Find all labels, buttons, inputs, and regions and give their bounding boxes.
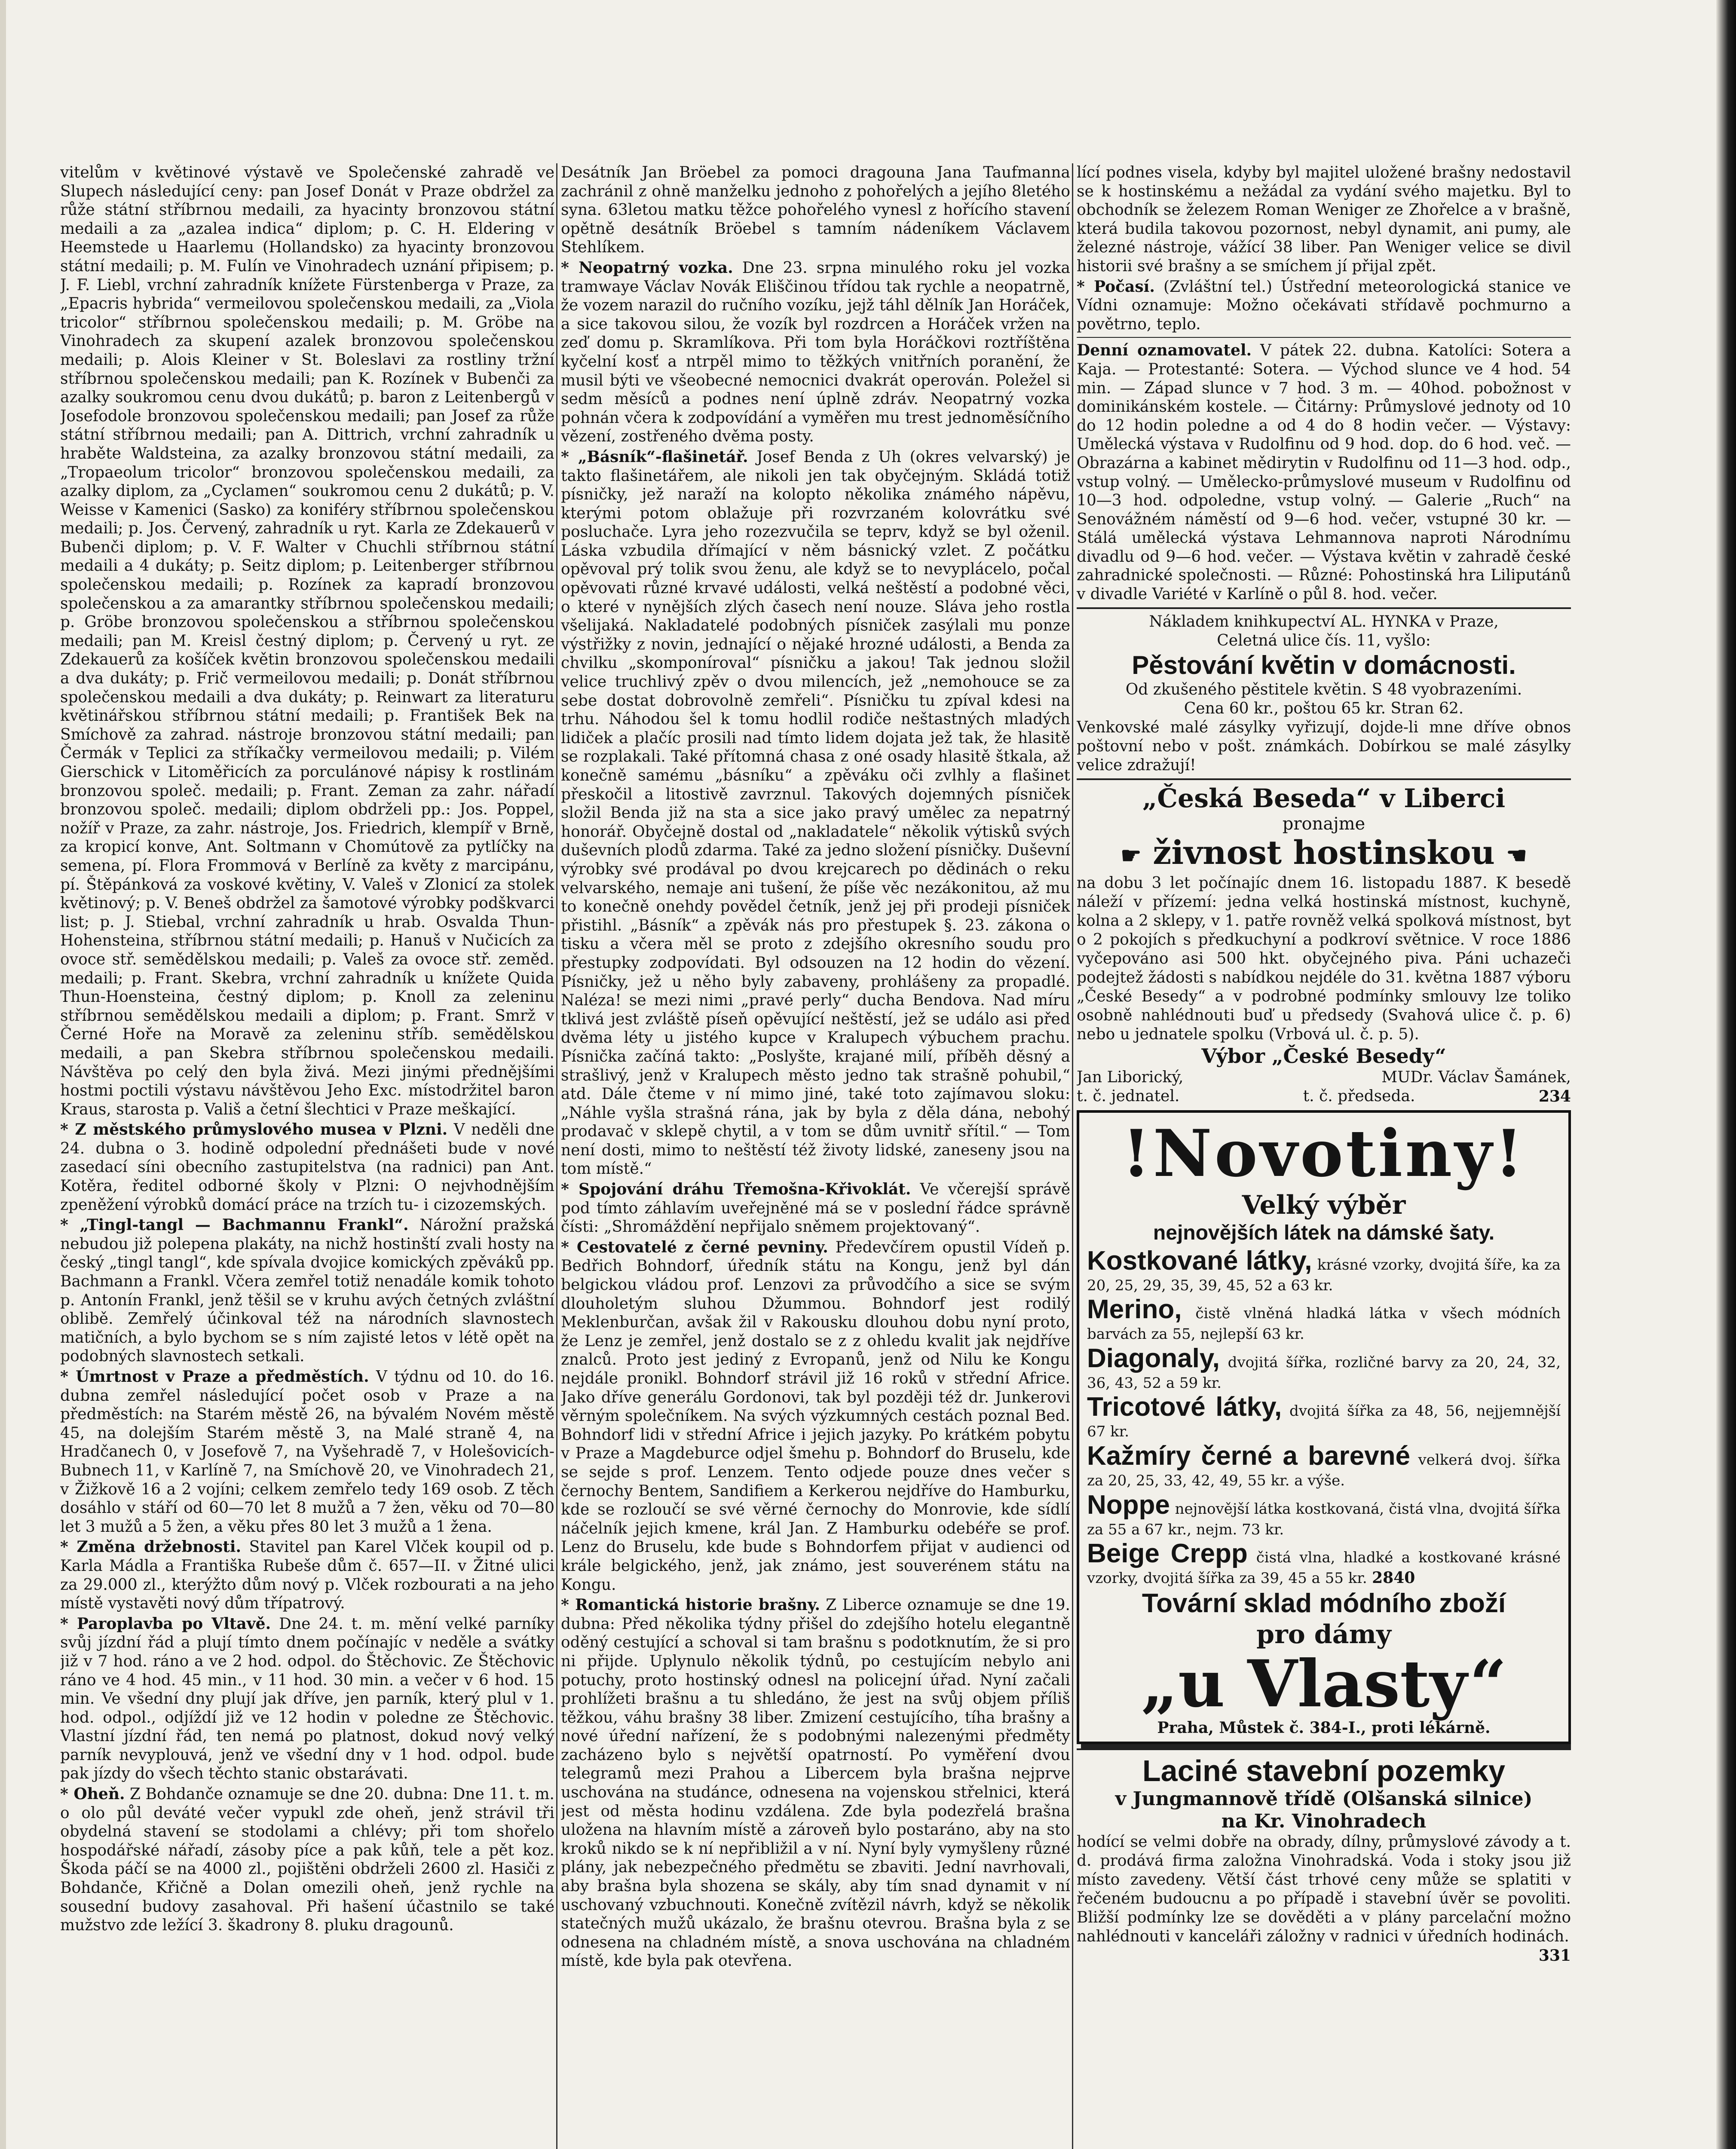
article-title: * Paroplavba po Vltavě. <box>60 1614 271 1633</box>
article <box>60 1216 554 1366</box>
article <box>60 1538 554 1613</box>
ad-beseda-board: Výbor „České Besedy“ <box>1201 1044 1446 1068</box>
divider <box>1077 778 1571 780</box>
article-title: * Z městského průmyslového musea v Plzni. <box>60 1120 448 1139</box>
divider <box>1077 607 1571 609</box>
item-desc: čistá vlna, hladké a kostkované krásné vzorky, dvojitá šířka za 39, 45 a 55 kr. <box>1087 1549 1561 1587</box>
article-body: Josef Benda z Uh (okres velvarský) je takto flašinetářem, ale nikoli jen tak obyčejným. Skládá totiž písničky, jež naraží na kolopto několika známého nápěvu, kterými potom oblažuje při rozvrzaném kolovrátku své posluchače. Lyra jeho rozezvučila se teprv, když se byl oženil. Láska vzbudila dřímající v něm básnický vzlet. Z počátku opěvoval prý tolik svou ženu, ale když se to nevyplácelo, počal opěvovati různé krvavé události, velká neštěstí a podobné věci, o které v nynějších zlých časech není nouze. Sláva jeho rostla všelijaká. Nakladatelé podobných písniček zasýlali mu ponze výstřižky z novin, jednající o nějaké hrozné události, a Benda za chvilku „skomponíroval“ písničku a jakou! Tak jednou složil velice truchlivý zpěv o dvou milencích, jež „nemohouce se za sebe dostat dobrovolně zemřeli“. Písničku tu zpíval kdesi na trhu. Náhodou šel k tomu hodlil rodiče neštastných mladých lidiček a plačíc prosili nad tímto lidem dojata jež tak, že hlasitě se rozplakali. Také přítomná chasa z oné osady hlasitě štkala, až konečně samému „básníku“ a zpěváku oči zvlhly a flašinet přeskočil a litostivě zavrznul. Takových dojemných písniček složil Benda již na sta a sice jako pravý umělec za nepatrný honorář. Obyčejně dostal od „nakladatele“ několik výtisků svých duševních plodů zdarma. Také za jedno složení písničky. Duševní výrobky své prodával po dvou krejcarech po dědinách o reku velvarského, nemaje ani tušení, že píše věc nezákonitou, až mu to konečně onehdy povědel četník, jenž jej při prodeji písniček přistihl. „Básník“ a zpěvák nás pro přestupek §. 23. zákona o tisku a včera měl se proto z zdejšího okresního soudu pro přestupky zodpovídati. Byl odsouzen na 12 hodin do vězení. Písničky, jež u něho byly zabaveny, prohlášeny za propadlé. Naléza! se mezi nimi „pravé perly“ ducha Bendova. Nad míru tklivá jest zvláště píseň opěvující neštěstí, jež se událo asi před dvěma léty u jistého kupce v Kralupech výbuchem prachu. Písnička začíná takto: „Poslyšte, krajané milí, příběh děsný a strašlivý, jenž v Kralupech město jedno tak strašně pohubil,“ atd. Dále čteme v ní mimo jiné, také toto zajímavou sloku: „Náhle vyšla strašná rána, jak by byla z děla dána, nebohý prodavač v sklepě chytil, a v tom se dům uvnitř sřítil.“ — Tom není dosti, mimo to neštěstí též životy lidské, zaneseny jsou na tom místě.“ <box>561 448 1070 1178</box>
ad-hynek-title: Pěstování květin v domácnosti. <box>1132 650 1516 680</box>
article <box>561 163 1070 257</box>
article-body: Dne 23. srpna minulého roku jel vozka tramwaye Václav Novák Eliščinou třídou tak rychle a neopatrně, že vozem narazil do ručního vozíku, jejž táhl dělník Jan Horáček, a sice takovou silou, že vozík byl rozdrcen a Horáček vržen na zeď domu p. Skramlíkova. Při tom byla Horáčkovi roztříštěna kyčelní kosť a ntrpěl mimo to těžkých vnitřních poranění, že musil býti ve všeobecné nemocnici dvakrát operován. Poležel si sedm měsíců a podnes není úplně zdráv. Neopatrný vozka pohnán včera k zodpovídání a vyměřen mu trest jednoměsíčního vězení, zostřeného dvěma posty. <box>561 259 1070 446</box>
article <box>60 1120 554 1214</box>
ad-vlasty-line4: pro dámy <box>1256 1619 1391 1650</box>
item-name: Diagonaly, <box>1087 1343 1220 1373</box>
ad-vlasty-items <box>1087 1246 1561 1588</box>
ad-pozemky-line1: v Jungmannově třídě (Olšanská silnice) <box>1115 1788 1533 1810</box>
ad-pozemky-title: Laciné stavební pozemky <box>1142 1754 1506 1788</box>
article-body: Z Bohdanče oznamuje se dne 20. dubna: Dne 11. t. m. o olo půl deváté večer vypukl zde oheň, jenž strávil tři obydelná stavení se stodolami a chlévy; při tom shořelo hospodářské nářadí, zásoby píce a pak kůň, tele a pět koz. Škoda páčí se na 4000 zl., pojištěni obdrželi 2600 zl. Hasiči z Bohdanče, Křičně a Dolan omezili oheň, jenž rychle na sousední budovy zasahoval. Při hašení účastnilo se také mužstvo zde ležící 3. škadrony 8. pluku dragounů. <box>60 1785 554 1935</box>
article <box>60 1785 554 1935</box>
list-item <box>1087 1441 1561 1490</box>
ad-number: 331 <box>1538 1946 1571 1965</box>
column-2 <box>561 163 1070 2149</box>
ad-vlasty <box>1077 1110 1571 1744</box>
article-body: Stavitel pan Karel Vlček koupil od p. Karla Mádla a Františka Rubeše dům č. 657—II. v Žitné ulici za 29.000 zl., kterýžto dům nový p. Vlček rozbourati a na jeho místě vystavěti nový dům třípatrový. <box>60 1538 554 1613</box>
article-title: * Oheň. <box>60 1785 125 1803</box>
item-name: Beige Crepp <box>1087 1539 1248 1569</box>
list-item <box>1087 1539 1561 1588</box>
ad-hynek-publisher: Nákladem knihkupectví AL. HYNKA v Praze, <box>1149 612 1499 631</box>
item-name: Kostkované látky, <box>1087 1246 1312 1276</box>
ad-beseda-headline-text: živnost hostinskou <box>1153 833 1495 872</box>
ad-hynek-price: Cena 60 kr., poštou 65 kr. Stran 62. <box>1184 699 1464 717</box>
ad-hynek-note: Venkovské malé zásylky vyřizují, dojde-li mne dříve obnos poštovní nebo v pošt. známkách. Dobírkou se malé zásylky velice zdražují! <box>1077 718 1571 774</box>
item-desc: krásné vzorky, dvojitá šíře, ka za 20, 25, 29, 35, 39, 45, 52 a 63 kr. <box>1087 1256 1561 1294</box>
article-body: Z Liberce oznamuje se dne 19. dubna: Před několika týdny přišel do zdejšího hotelu elegantně oděný cestující a schoval si tam brašnu s podotknutím, že si pro ni přijde. Uplynulo několik týdnů, po cestujícím nebylo ani potuchy, proto hostinský odnesl na policejní úřad. Nyní začali prohlížeti brašnu a tu shledáno, že jest na svůj objem příliš těžkou, váhu brašny 38 liber. Zmizení cestujícího, tíha brašny a nové úřední nařízení, že s podobnými nalezenými předměty zacházeno bylo s největší opatrností. Po vyměření dvou telegramů mezi Prahou a Libercem byla brašna nejprve uschována na studánce, odnesena na vojenskou střelnici, která jest od města hodinu vzdálena. Zde byla podezřelá brašna uložena na hlavním místě a zároveň bylo postaráno, aby na sto kroků nikdo se k ní nepřibližil a v ní. Nyní byly vymyšleny různé plány, jak nebezpečného předmětu se zbaviti. Jední navrhovali, aby brašna byla shozena se skály, aby tím snad dynamit v ní uschovaný vzbuchnouti. Konečně zvítězil návrh, když se několik statečných mužů ukázalo, že brašnu otevrou. Brašna byla z se odnesena na chladném místě, a snova uschována na chladném místě, kde byla pak otevřena. <box>561 1596 1070 1970</box>
ad-beseda-headline <box>1077 834 1571 874</box>
column-1 <box>60 163 554 2149</box>
pointing-hand-icon: ☚ <box>1506 841 1527 869</box>
article-title: * Cestovatelé z černé pevniny. <box>561 1238 828 1256</box>
list-item <box>1087 1295 1561 1344</box>
ad-beseda <box>1077 784 1571 1106</box>
article <box>60 163 554 1119</box>
article <box>561 259 1070 446</box>
ad-hynek-address: Celetná ulice čís. 11, vyšlo: <box>1217 631 1431 649</box>
article-title: * Spojování dráhu Třemošna-Křivoklát. <box>561 1180 911 1199</box>
column-rule <box>1072 163 1073 2149</box>
ad-hynek-author: Od zkušeného pěstitele květin. S 48 vyobrazeními. <box>1125 680 1522 698</box>
ad-vlasty-address: Praha, Můstek č. 384-I., proti lékárně. <box>1157 1718 1491 1737</box>
ad-vlasty-line1: Velký výběr <box>1242 1190 1406 1220</box>
page-edge-right <box>1716 0 1736 2149</box>
article-body: Ve včerejší správě pod tímto záhlavím uveřejněné má se v poslední řádce správně čísti: „Shromáždění nepřijalo sněmem projektovaný“. <box>561 1181 1070 1236</box>
article-body: Nárožní pražská nebudou již polepena plakáty, na nichž hostinští zvali hosty na český „tingl tangl“, kde spívala dvojice komických zpěváků pp. Bachmann a Frankl. Včera zemřel totiž nenadále komik tohoto p. Antonín Frankl, jenž těšil se v kruhu avých četných zvláštní oblibě. Zemřelý účinkoval též na národních slavnostech matičních, a bylo bychom se s ním zajisté letos v létě opět na podobných slavnostech setkali. <box>60 1216 554 1365</box>
ad-beseda-title: „Česká Beseda“ v Liberci <box>1142 783 1506 814</box>
divider <box>1077 337 1571 338</box>
item-name: Kažmíry černé a barevné <box>1087 1441 1410 1471</box>
item-name: Noppe <box>1087 1490 1170 1520</box>
ad-beseda-signatures <box>1077 1068 1571 1087</box>
role-left: t. č. jednatel. <box>1077 1087 1180 1105</box>
article-title: * Počasí. <box>1077 277 1155 296</box>
daily-notice <box>1077 341 1571 603</box>
ad-vlasty-line2: nejnovějších látek na dámské šaty. <box>1153 1221 1495 1244</box>
article <box>1077 278 1571 334</box>
item-desc: nejnovější látka kostkovaná, čistá vlna, dvojitá šířka za 55 a 67 kr., nejm. 73 kr. <box>1087 1500 1561 1538</box>
item-desc: velkerá dvoj. šířka za 20, 25, 33, 42, 49, 55 kr. a výše. <box>1087 1451 1561 1490</box>
article-body: Desátník Jan Bröebel za pomoci dragouna Jana Taufmanna zachránil z ohně manželku jednoho z pohořelých a jejího 8letého syna. 63letou matku těžce pohořelého vynesl z hořícího stavení opětně desátník Bröebel s tamním nádeníkem Václavem Stehlíkem. <box>561 164 1070 257</box>
article <box>561 448 1070 1179</box>
list-item <box>1087 1392 1561 1441</box>
article-body: V týdnu od 10. do 16. dubna zemřel následující počet osob v Praze a na předměstích: na Starém městě 26, na bývalém Novém městě 45, na dolejším Starém městě 3, na Malé straně 4, na Hradčanech 0, v Josefově 7, na Vyšehradě 7, v Holešovicích-Bubnech 11, v Karlíně 7, na Smíchově 20, ve Vinohradech 21, v Žižkově 16 a 2 vojíni; celkem zemřelo tedy 169 osob. Z těch dosáhlo v stáří od 60—70 let 8 mužů a 7 žen, věku od 70—80 let 3 mužů a 5 žen, a věku přes 80 let 3 mužů a 1 žena. <box>60 1368 554 1536</box>
column-3 <box>1077 163 1571 2149</box>
item-desc: dvojitá šířka, rozličné barvy za 20, 24, 32, 36, 43, 52 a 59 kr. <box>1087 1353 1561 1392</box>
pointing-hand-icon: ☛ <box>1121 841 1142 869</box>
item-name: Tricotové látky, <box>1087 1392 1282 1422</box>
ad-pozemky-body: hodící se velmi dobře na obrady, dílny, průmyslové závody a t. d. prodává firma založna Vinohradská. Voda i stoky jsou již místo zavedeny. Větší část trhové ceny může se splatiti v řečeném budoucnu a po případě i stavební úvěr se povoliti. Bližší podmínky lze se dověděti a v plány parcelační možno nahlédnouti v kanceláři záložny v radnici v úředních hodinách. <box>1077 1833 1571 1945</box>
daily-notice-title: Denní oznamovatel. <box>1077 341 1252 360</box>
list-item <box>1087 1344 1561 1393</box>
article-title: * Úmrtnost v Praze a předměstích. <box>60 1368 369 1386</box>
article-title: * Romantická historie brašny. <box>561 1596 821 1614</box>
article-title: * „Básník“-flašinetář. <box>561 447 748 466</box>
article-body: vitelům v květinové výstavě ve Společenské zahradě ve Slupech následující ceny: pan Josef Donát v Praze obdržel za růže státní stříbrnou medaili, za hyacinty bronzovou státní medaili a za „azalea indica“ diplom; p. C. H. Eldering v Heemstede u Haarlemu (Hollandsko) za hyacinty bronzovou státní medaili; p. M. Fulín ve Vinohradech uznání připisem; p. J. F. Liebl, vrchní zahradník knížete Fürstenberga v Praze, za „Epacris hybrida“ vermeilovou společenskou medaili, za „Viola tricolor“ stříbrnou společenskou medaili; p. M. Gröbe na Vinohradech za skupení azalek bronzovou společenskou medaili; p. Alois Kleiner v St. Boleslavi za rostliny tržní stříbrnou společenskou medaili; pan K. Rozínek v Bubenči za azalky soukromou cenu dvou dukátů; p. baron z Leitenbergů v Josefodole bronzovou společenskou medaili; pan Josef za růže státní stříbrnou medaili; pan A. Dittrich, vrchní zahradník u hraběte Waldsteina, za azalky bronzovou státní medaili, za „Tropaeolum tricolor“ bronzovou společenskou medaili, za azalky diplom, za „Cyclamen“ soukromou cenu 2 dukátů; p. V. Weisse v Kamenici (Sasko) za koniféry stříbrnou společenskou medaili; p. Jos. Červený, zahradník u ryt. Karla ze Zdekauerů v Bubenči diplom; p. V. F. Walter v Chuchli stříbrnou státní medaili a 4 dukáty; p. Seitz diplom; p. Leitenberger stříbrnou společenskou medaili; p. Rozínek za kapradí bronzovou společenskou a za amarantky stříbrnou společenskou medaili; p. Gröbe bronzovou společenskou a stříbrnou společenskou medaili; pan M. Kreisl čestný diplom; p. Červený u ryt. ze Zdekauerů za košíček květin bronzovou společenskou medaili a dva dukáty; p. Frič vermeilovou medaili; p. Donát stříbrnou společenskou medaili a dva dukáty; p. Reinwart za literaturu květinářskou stříbrnou státní medaili; p. František Bek na Smíchově za zahrad. nástroje bronzovou státní medaili; pan Čermák v Teplici za stříkačky vermeilovou medaili; p. Vilém Gierschick v Litoměřicích za porculánové nápisy k rostlinám bronzovou společ. medaili; p. Frant. Zeman za zahr. nářadí bronzovou společ. medaili; diplom obdrželi pp.: Jos. Poppel, nožíř v Praze, za zahr. nástroje, Jos. Friedrich, klempíř v Brně, za kropicí konve, Ant. Soltmann v Chomútově za pytlíčky na semena, pí. Flora Frommová v Berlíně za květy z marcipánu, pí. Štěpánková za voskové květiny, V. Valeš v Zlonicí za stolek květinový; p. V. Beneš obdržel za šamotové výrobky podškvarci list; p. J. Stiebal, vrchní zahradník u hrab. Osvalda Thun-Hohensteina, stříbrnou státní medaili; p. Hanuš v Nučicích za ovoce stř. semědělskou medaili; p. Valeš za ovoce stř. zeměd. medaili; p. Frant. Skebra, vrchní zahradník u knížete Quida Thun-Hoensteina, čestný diplom; p. Knoll za zeleninu stříbrnou semědělskou medaili a diplom; p. Frant. Smrž v Černé Hoře na Moravě za zeleninu stříb. semědělskou medaili, a pan Skebra stříbrnou společenskou medaili. Návštěva po celý den byla živá. Mezi jinými přednějšími hostmi poctili výstavu návštěvou Jeho Exc. místodržitel baron Kraus, starosta p. Vališ a četní šlechtici v Praze meškající. <box>60 164 554 1118</box>
list-item <box>1087 1490 1561 1539</box>
ad-vlasty-title: !Novotiny! <box>1122 1115 1526 1191</box>
article <box>561 1180 1070 1237</box>
item-desc: čistě vlněná hladká látka v všech módních barvách za 55, nejlepší 63 kr. <box>1087 1305 1561 1343</box>
article-title: * „Tingl-tangl — Bachmannu Frankl“. <box>60 1216 409 1234</box>
signature-right: MUDr. Václav Šamánek, <box>1381 1068 1571 1086</box>
article-body: lící podnes visela, kdyby byl majitel uložené brašny nedostavil se k hostinskému a nežádal za vydání svého majetku. Byl to obchodník se železem Roman Weniger ze Zhořelce a v brašně, která budila takovou pozornost, nebyl dynamit, ani pumy, ale železné nástroje, vážící 38 liber. Pan Weniger velice se divil historii své brašny a se smíchem jí přijal zpět. <box>1077 164 1571 275</box>
ad-beseda-body: na dobu 3 let počínajíc dnem 16. listopadu 1887. K besedě náleží v přízemí: jedna velká hostinská místnost, kuchyně, kolna a 2 sklepy, v 1. patře rovněž velká spolková místnost, byt o 2 pokojích s předkuchyní a podkroví světnice. V roce 1886 vyčepováno asi 500 hkt. obyčejného piva. Páni uchazeči podejtež žádosti s nabídkou nejdéle do 31. května 1887 výboru „České Besedy“ a v podrobné podmínky smlouvy lze toliko osobně nahlédnouti buď u předsedy (Svahová ulice č. p. 6) nebo u jednatele spolku (Vrbová ul. č. p. 5). <box>1077 874 1571 1043</box>
role-right: t. č. předseda. <box>1303 1087 1415 1105</box>
divider <box>1077 1748 1571 1750</box>
article <box>1077 163 1571 276</box>
page-edge-left <box>0 0 6 2149</box>
ad-vlasty-shop-name: „u Vlasty“ <box>1141 1646 1507 1722</box>
article-body: Dne 24. t. m. mění velké parníky svůj jízdní řád a plují tímto dnem počínajíc v neděle a svátky již v 7 hod. ráno a ve 2 hod. odpol. do Štěchovic. Ze Štěchovic ráno ve 4 hod. 45 min., v 11 hod. 30 min. a večer v 6 hod. 15 min. Ve všední dny plují jak dříve, jen parník, který plul v 1. hod. odpol., odjíždí již ve 12 hodin v poledne ze Štěchovic. Vlastní jízdní řád, ten nemá po platnost, dokud nový velký parník nevyplouvá, jenž ve všední dny v 1 hod. odpol. bude pak jízdy do všech těchto stanic obstarávati. <box>60 1615 554 1783</box>
item-desc: dvojitá šířka za 48, 56, nejjemnější 67 kr. <box>1087 1402 1561 1441</box>
item-name: Merino, <box>1087 1295 1182 1325</box>
article <box>561 1238 1070 1594</box>
ad-pozemky-line2: na Kr. Vinohradech <box>1221 1810 1427 1832</box>
article <box>60 1615 554 1783</box>
article-body: Předevčírem opustil Vídeň p. Bedřich Bohndorf, úředník státu na Kongu, jenž byl dán belgickou vládou prof. Lenzovi za průvodčího a sice se svým dlouholetým sluhou Džummou. Bohndorf jest rodilý Meklenburčan, avšak žil v Rakousku dlouhou dobu nyní proto, že Lenz je zemřel, jenž dostalo se z z ohledu kvalit jak nejdříve znalců. Proto jest jediný z Evropanů, jenž od Nilu ke Kongu nejdále pronikl. Bohndorf strávil již 16 roků v střední Africe. Jako dříve generálu Gordonovi, tak byl později též dr. Junkerovi věrným společníkem. Na svých výzkumných cestách poznal Bed. Bohndorf lidi v střední Africe i jejich jazyky. Po krátkém pobytu v Praze a Magdeburce odjel šmehu p. Bohndorf do Bruselu, kde se sejde s prof. Lenzem. Tento odjede pouze dnes večer s černochy Bentem, Sandifiem a Kerkerou nejdříve do Hamburku, kde se rozloučí se své věrné černochy do Monrovie, kde sídlí náčelník jejich kmene, král Jan. Z Hamburku odebéře se prof. Lenz do Bruselu, kde bude s Bohndorfem přijat v audienci od krále belgického, jenž, jak známo, jest souverénem státu na Kongu. <box>561 1238 1070 1594</box>
signature-left: Jan Liborický, <box>1077 1068 1184 1086</box>
ad-hynek <box>1077 612 1571 775</box>
list-item <box>1087 1246 1561 1295</box>
ad-number: 234 <box>1538 1087 1571 1105</box>
ad-beseda-roles <box>1077 1087 1571 1106</box>
article <box>561 1596 1070 1971</box>
ad-beseda-subtitle: pronajme <box>1282 814 1366 834</box>
article-body: (Zvláštní tel.) Ústřední meteorologická stanice ve Vídni oznamuje: Možno očekávati střídavě pochmurno a povětrno, teplo. <box>1077 278 1571 333</box>
article-body: V neděli dne 24. dubna o 3. hodině odpolední přednášeti bude v nové zasedací síni obecního zastupitelstva (na radnici) pan Ant. Kotěra, ředitel odborné školy v Plzni: O nejvhodnějším zpeněžení výrobků domácí práce na trzích tu- i cizozemských. <box>60 1121 554 1214</box>
column-rule <box>556 163 557 2149</box>
article <box>60 1368 554 1536</box>
article-title: * Neopatrný vozka. <box>561 258 733 277</box>
ad-number: 2840 <box>1372 1569 1415 1587</box>
daily-notice-body: V pátek 22. dubna. Katolíci: Sotera a Kaja. — Protestanté: Sotera. — Východ slunce ve 4 hod. 54 min. — Západ slunce v 7 hod. 3 m. — 40hod. pobožnost v dominikánském kostele. — Čitárny: Průmyslové jednoty od 10 do 12 hodin poledne a od 4 do 8 hodin večer. — Výstavy: Umělecká výstava v Rudolfinu od 9 hod. dop. do 6 hod. več. — Obrazárna a kabinet mědirytin v Rudolfinu od 11—3 hod. odp., vstup volný. — Umělecko-průmyslové museum v Rudolfinu od 10—3 hod. odpoledne, vstup volný. — Galerie „Ruch“ na Senovážném náměstí od 9—6 hod. večer, vstupné 30 kr. — Stálá umělecká výstava Lehmannova naproti Národnímu divadlu od 9—6 hod. večer. — Výstava květin v zahradě české zahradnické společnosti. — Různé: Pohostinská hra Liliputánů v divadle Variété v Karlíně o půl 8. hod. večer. <box>1077 342 1571 603</box>
ad-vlasty-line3: Tovární sklad módního zboží <box>1142 1588 1506 1618</box>
ad-pozemky <box>1077 1754 1571 1965</box>
article-title: * Změna držebnosti. <box>60 1538 241 1556</box>
